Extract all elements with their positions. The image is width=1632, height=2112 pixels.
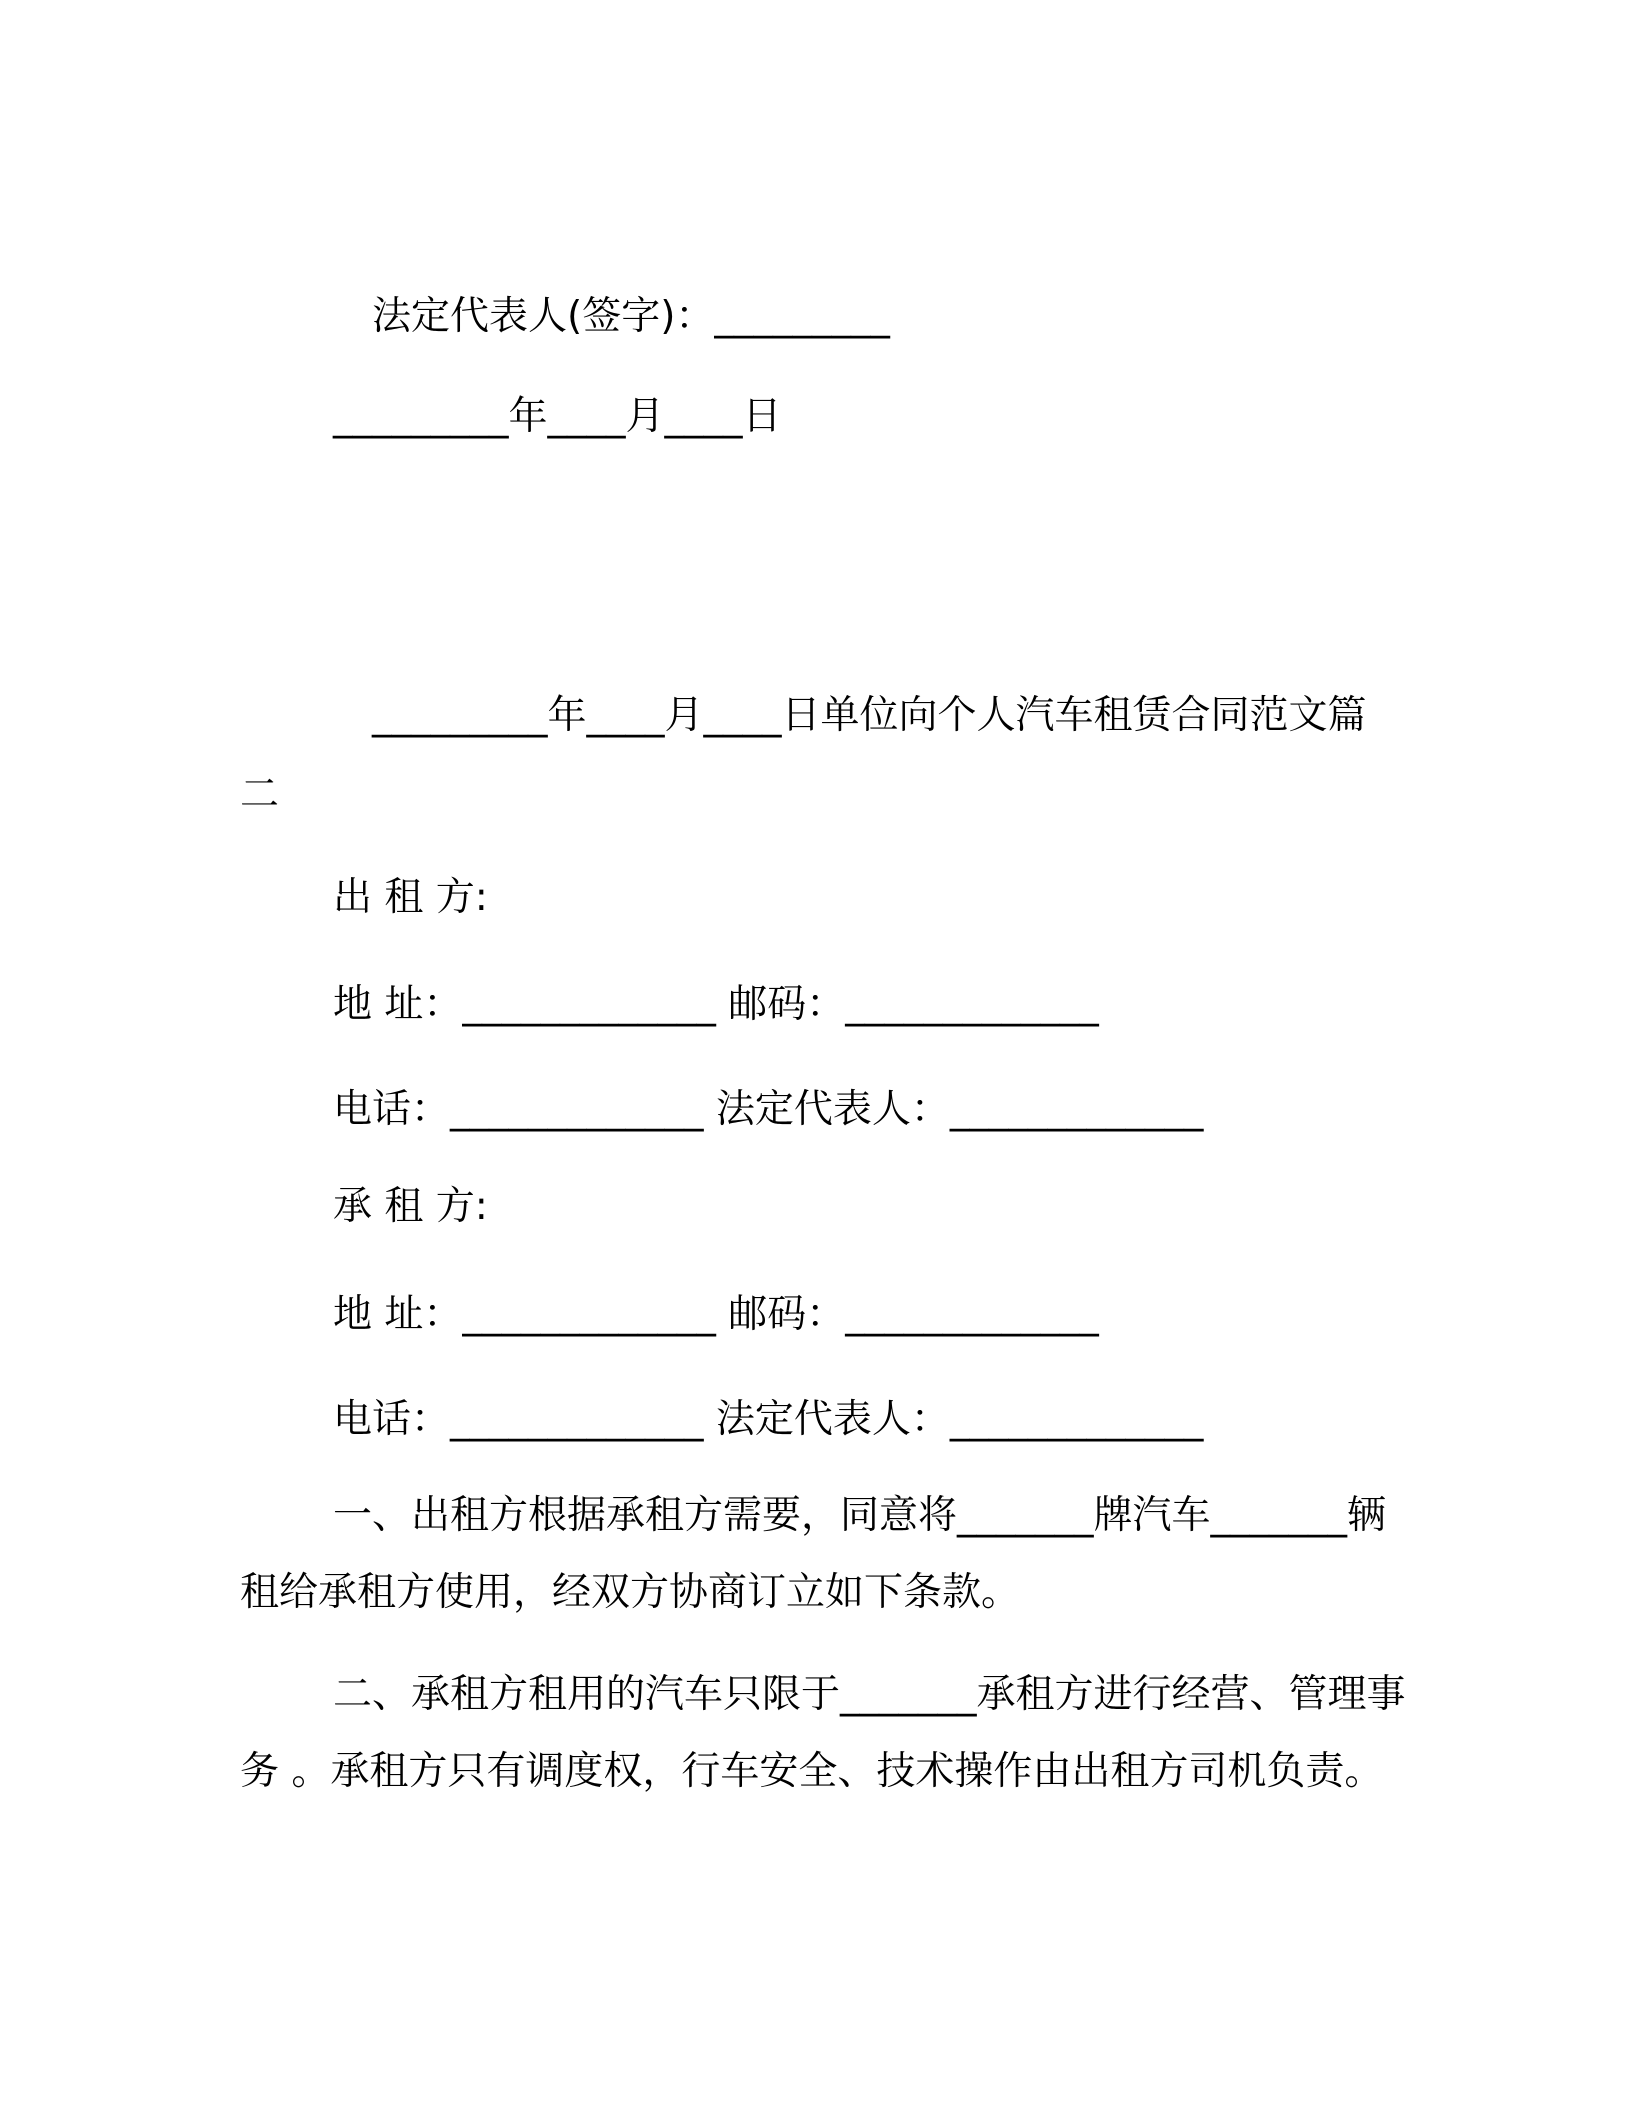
- contract-title-tail: 二: [240, 772, 280, 817]
- lessee-phone-line: 电话：_____________ 法定代表人：_____________: [333, 1397, 1204, 1442]
- signature-date-line: _________年____月____日: [333, 394, 782, 439]
- lessee-address-line: 地 址：_____________ 邮码：_____________: [333, 1292, 1099, 1337]
- clause-1-line-1: 一、出租方根据承租方需要，同意将_______牌汽车_______辆: [333, 1493, 1387, 1538]
- clause-1-line-2: 租给承租方使用，经双方协商订立如下条款。: [240, 1570, 1021, 1615]
- clause-2-line-2: 务 。承租方只有调度权，行车安全、技术操作由出租方司机负责。: [240, 1749, 1384, 1794]
- clause-2-line-1: 二、承租方租用的汽车只限于_______承租方进行经营、管理事: [333, 1672, 1406, 1717]
- lessor-label: 出 租 方:: [333, 875, 488, 920]
- lessee-label: 承 租 方:: [333, 1184, 488, 1229]
- legal-rep-signature-line: 法定代表人(签字)：_________: [372, 294, 890, 339]
- lessor-address-line: 地 址：_____________ 邮码：_____________: [333, 982, 1099, 1027]
- lessor-phone-line: 电话：_____________ 法定代表人：_____________: [333, 1087, 1204, 1132]
- contract-title-line: _________年____月____日单位向个人汽车租赁合同范文篇: [372, 693, 1367, 738]
